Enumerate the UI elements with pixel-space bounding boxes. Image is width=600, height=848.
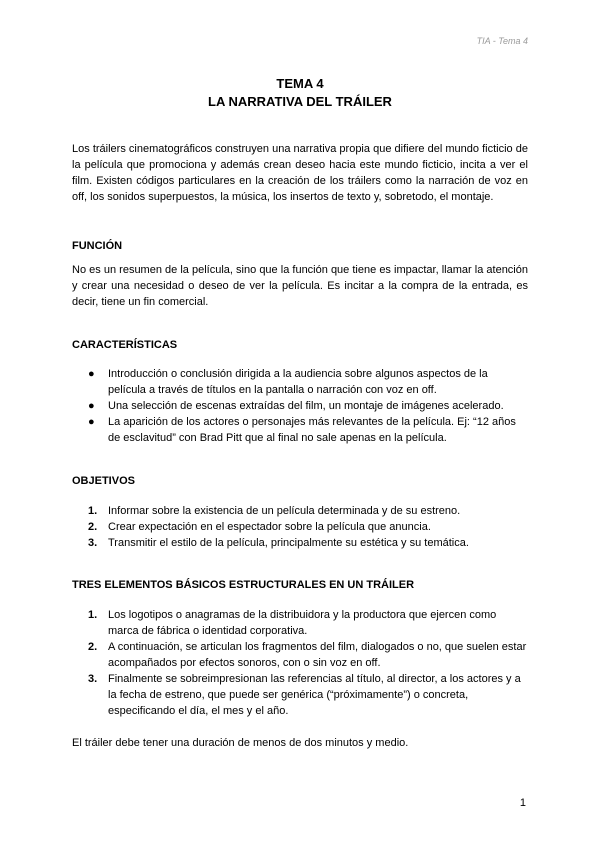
list-item: 3. Transmitir el estilo de la película, principalmente su estética y su temática.	[88, 537, 469, 549]
list-item: ● Una selección de escenas extraídas del film, un montaje de imágenes acelerado.	[88, 400, 504, 412]
bullet-icon: ●	[88, 400, 95, 412]
objetivos-list	[72, 503, 528, 551]
elementos-heading: TRES ELEMENTOS BÁSICOS ESTRUCTURALES EN UN TRÁILER	[72, 579, 415, 591]
list-item: 1. Informar sobre la existencia de un película determinada y de su estreno.	[88, 505, 461, 517]
list-item: ● Introducción o conclusión dirigida a la audiencia sobre algunos aspectos de la película a través de títulos en la pantalla o narración con voz en off.	[88, 368, 488, 396]
closing-paragraph: El tráiler debe tener una duración de menos de dos minutos y medio.	[72, 737, 409, 749]
caracteristicas-section	[72, 337, 528, 446]
elementos-list	[72, 607, 528, 719]
list-item: 2. A continuación, se articulan los fragmentos del film, dialogados o no, que suelen estar acompañados por efectos sonoros, con o sin voz en off.	[88, 641, 527, 669]
page-title: TEMA 4	[276, 76, 324, 91]
objetivos-section	[72, 473, 528, 551]
list-item: 1. Los logotipos o anagramas de la distribuidora y la productora que ejercen como marca de fábrica o identidad corporativa.	[88, 609, 497, 637]
intro-section	[72, 141, 528, 205]
funcion-paragraph: No es un resumen de la película, sino que la función que tiene es impactar, llamar la atención y crear una necesidad o deseo de ver la película. Es incitar a la compra de la entrada, es decir, tiene un fin comercial.	[72, 264, 528, 308]
bullet-icon: ●	[88, 416, 95, 428]
list-item: 2. Crear expectación en el espectador sobre la película que anuncia.	[88, 521, 431, 533]
list-item: 3. Finalmente se sobreimpresionan las referencias al título, al director, a los actores y a la fecha de estreno, que puede ser genérica (“próximamente”) o concreta, especificando el día, el mes y el año.	[88, 673, 521, 717]
intro-paragraph: Los tráilers cinematográficos construyen una narrativa propia que difiere del mundo ficticio de la película que promociona y además crean deseo hacia este mundo ficticio, incita a ver el film. Existen códigos particulares en la creación de los tráilers como la narración de voz en off, los sonidos superpuestos, la música, los insertos de texto y, sobretodo, el montaje.	[72, 143, 528, 203]
caracteristicas-list	[72, 366, 528, 446]
list-item: ● La aparición de los actores o personajes más relevantes de la película. Ej: “12 años de esclavitud” con Brad Pitt que al final no sale apenas en la película.	[88, 416, 516, 444]
header-note: TIA - Tema 4	[476, 36, 528, 46]
objetivos-heading: OBJETIVOS	[72, 475, 135, 487]
title-block	[0, 76, 600, 111]
funcion-section	[72, 238, 528, 310]
page-number: 1	[519, 797, 526, 809]
elementos-section	[72, 577, 528, 751]
page-subtitle: LA NARRATIVA DEL TRÁILER	[208, 94, 392, 109]
funcion-heading: FUNCIÓN	[72, 240, 123, 252]
caracteristicas-heading: CARACTERÍSTICAS	[72, 339, 178, 351]
bullet-icon: ●	[88, 368, 95, 380]
